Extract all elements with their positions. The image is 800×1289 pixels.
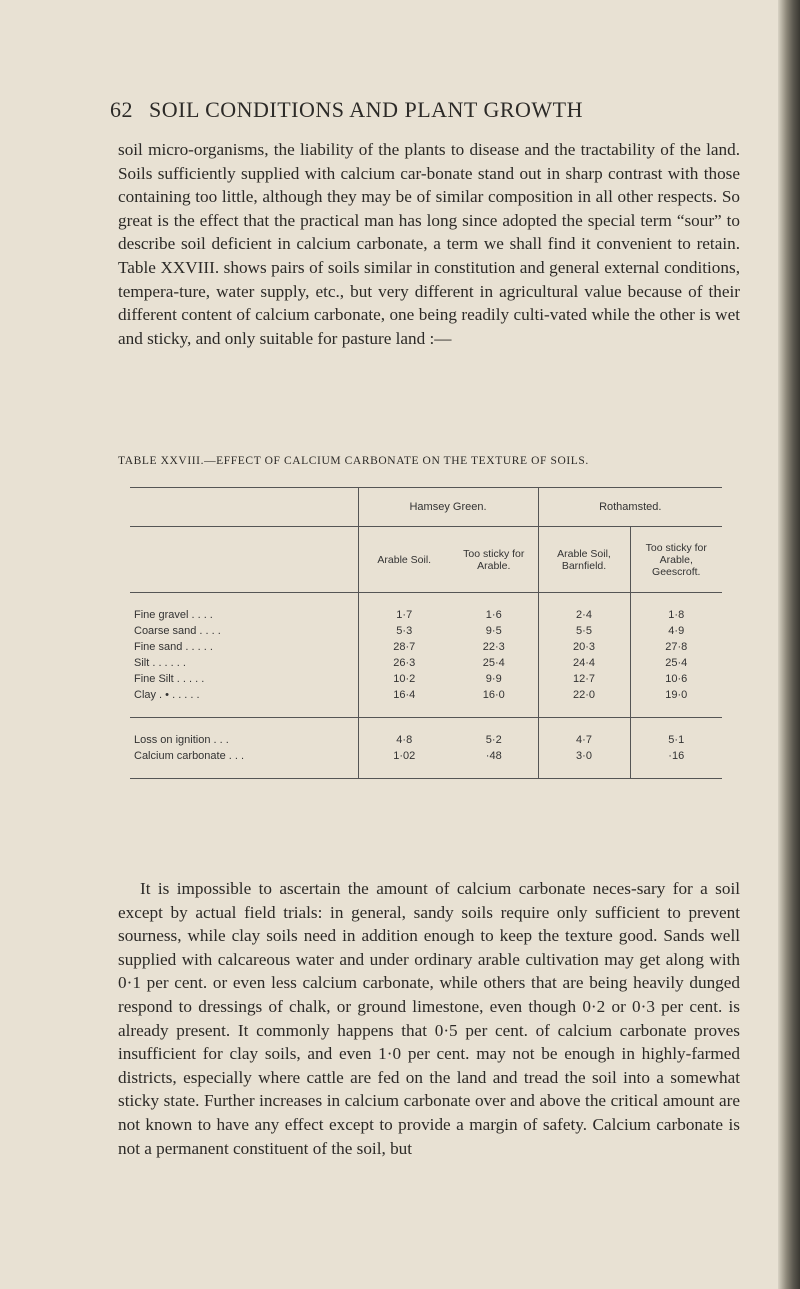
table-cell: 4·7	[538, 732, 630, 748]
soil-texture-table	[130, 487, 722, 779]
table-cell: 1·6	[485, 609, 502, 621]
table-cell: 2·4	[538, 607, 630, 623]
page-binding-edge	[778, 0, 800, 1289]
table-cell: 20·3	[538, 639, 630, 655]
table-cell: 1·8	[630, 607, 722, 623]
table-caption: TABLE XXVIII.—EFFECT OF CALCIUM CARBONATE ON THE TEXTURE OF SOILS.	[118, 455, 589, 467]
table-cell: 16·0	[482, 689, 505, 701]
table-cell: 22·0	[538, 687, 630, 703]
group-header-rothamsted: Rothamsted.	[538, 488, 722, 527]
table-cell: ·48	[485, 750, 502, 762]
row-label: Fine Silt . . . . .	[134, 673, 205, 685]
table-row	[130, 607, 722, 623]
table-cell: 1·02	[358, 748, 450, 764]
row-label: Clay . • . . . . .	[134, 689, 200, 701]
table-cell: 28·7	[358, 639, 450, 655]
table-cell: 4·8	[358, 732, 450, 748]
table-row	[130, 639, 722, 655]
row-label: Calcium carbonate . . .	[134, 750, 245, 762]
column-header: Arable Soil.	[358, 527, 450, 593]
column-header: Arable Soil, Barnfield.	[538, 527, 630, 593]
table-row	[130, 748, 722, 764]
table-cell: 26·3	[358, 655, 450, 671]
group-header-hamsey: Hamsey Green.	[358, 488, 538, 527]
table-corner-sub	[130, 527, 358, 593]
table-cell: 9·5	[485, 625, 502, 637]
table-cell: ·16	[630, 748, 722, 764]
table-cell: 12·7	[538, 671, 630, 687]
table-row	[130, 623, 722, 639]
table-row	[130, 732, 722, 748]
column-header: Too sticky for Arable, Geescroft.	[630, 527, 722, 593]
table-cell: 24·4	[538, 655, 630, 671]
table-cell: 25·4	[630, 655, 722, 671]
table-cell: 16·4	[358, 687, 450, 703]
table-cell: 10·2	[358, 671, 450, 687]
table-cell: 9·9	[485, 673, 502, 685]
running-title: SOIL CONDITIONS AND PLANT GROWTH	[149, 97, 583, 122]
table-corner	[130, 488, 358, 527]
table-cell: 5·1	[630, 732, 722, 748]
column-header: Too sticky for Arable.	[463, 547, 525, 572]
row-label: Coarse sand . . . .	[134, 625, 221, 637]
row-label: Silt . . . . . .	[134, 657, 186, 669]
page-number: 62	[110, 97, 133, 122]
body-paragraph-2: It is impossible to ascertain the amount of calcium carbonate neces-sary for a soil except by actual field trials: in general, sandy soils require only sufficient to prevent sourness, while clay soils need in addition enough to keep the texture good. Sands well supplied with calcareous water and under ordinary arable cultivation may get along with 0·1 per cent. or even less calcium carbonate, while others that are being heavily dunged respond to dressings of chalk, or ground limestone, even though 0·2 or 0·3 per cent. is already present. It commonly happens that 0·5 per cent. of calcium carbonate proves insufficient for clay soils, and even 1·0 per cent. may not be enough in highly-farmed districts, especially where cattle are fed on the land and tread the soil into a somewhat sticky state. Further increases in calcium carbonate over and above the critical amount are not known to have any effect except to provide a margin of safety. Calcium carbonate is not a permanent constituent of the soil, but	[118, 879, 740, 1158]
page-header	[110, 97, 750, 123]
body-paragraph-1: soil micro-organisms, the liability of the plants to disease and the tractability of the land. Soils sufficiently supplied with calcium car-bonate stand out in sharp contrast with those containing too little, although they may be of similar composition in all other respects. So great is the effect that the practical man has long since adopted the special term “sour” to describe soil deficient in calcium carbonate, a term we shall find it convenient to retain. Table XXVIII. shows pairs of soils similar in constitution and general external conditions, tempera-ture, water supply, etc., but very different in agricultural value because of their different content of calcium carbonate, one being readily culti-vated while the other is wet and sticky, and only suitable for pasture land :—	[118, 140, 740, 348]
table-cell: 27·8	[630, 639, 722, 655]
row-label: Fine sand . . . . .	[134, 641, 213, 653]
table-cell: 3·0	[538, 748, 630, 764]
table-cell: 22·3	[482, 641, 505, 653]
row-label: Loss on ignition . . .	[134, 734, 229, 746]
table-cell: 5·2	[485, 734, 502, 746]
table-cell: 25·4	[482, 657, 505, 669]
table-cell: 1·7	[358, 607, 450, 623]
table-cell: 19·0	[630, 687, 722, 703]
table-row	[130, 687, 722, 703]
table-cell: 4·9	[630, 623, 722, 639]
table-row	[130, 655, 722, 671]
table-cell: 5·5	[538, 623, 630, 639]
table-cell: 10·6	[630, 671, 722, 687]
table-row	[130, 671, 722, 687]
row-label: Fine gravel . . . .	[134, 609, 213, 621]
table-cell: 5·3	[358, 623, 450, 639]
